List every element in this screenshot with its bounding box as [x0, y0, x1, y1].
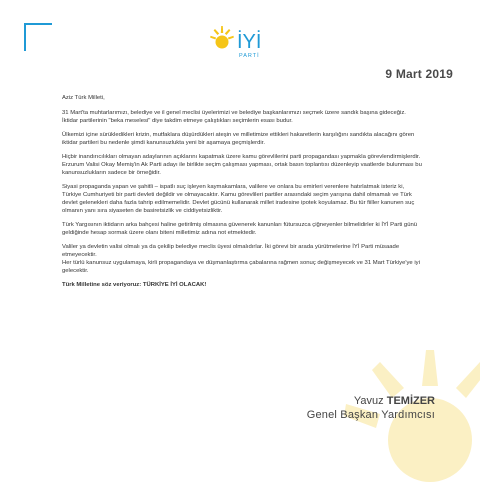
- letter-closing: Türk Milletine söz veriyoruz: TÜRKİYE İYİ OLACAK!: [62, 282, 207, 288]
- signatory-last-name: TEMİZER: [386, 395, 435, 407]
- letter-paragraph: Siyasi propaganda yapan ve şahitli – ispatlı suç işleyen kaymakamlara, valilere ve onlara bu emirleri verenlere hatırlatmak isteriz ki, Türkiye Cumhuriyeti bir parti devleti değildir ve olmayacaktır. Kamu görevlileri partiler arasındaki seçim yarışına dahil olmamalı ve Türk devlet gelenekleri daha fazla tahrip edilmemelidir. Devlet gücünü kullanarak millet iradesine ipotek koyulamaz. Bu tür fiiller kanunen suç olmanın yanı sıra siyaseten de basiretsizlik ve ciddiyetsizliktir.: [62, 184, 415, 214]
- letter-greeting: Aziz Türk Milleti,: [62, 95, 105, 101]
- letter-paragraph: Türk Yargısının iktidarın arka bahçesi haline getirilmiş olmasına güvenerek kanunları fütursuzca çiğneyenler bilmelidirler ki İYİ Parti günü geldiğinde hesap sormak üzere olanı biteni milletimiz adına not etmektedir.: [62, 222, 418, 236]
- letter-paragraph: 31 Mart'ta muhtarlarımızı, belediye ve il genel meclisi üyelerimizi ve belediye başkanlarımızı seçmek üzere sandık başına gideceğiz. İktidar partilerinin "beka meselesi" diye takdim etmeye çalıştıkları seçimlerin esası budur.: [62, 110, 406, 124]
- letter-paragraph: Ülkemizi içine sürükledikleri krizin, mutfaklara düşürdükleri ateşin ve milletimize ettikleri hakaretlerin karşılığını sandıkta alacağını gören iktidar partileri bu nedenle şimdi kanunsuzlukta yeni bir aşamaya geçmişlerdir.: [62, 132, 415, 146]
- corner-frame-top-left: [24, 23, 52, 51]
- letter-date: 9 Mart 2019: [385, 67, 453, 81]
- letter-paragraph: Valiler ya devletin valisi olmalı ya da çekilip belediye meclis üyesi olmalıdırlar. İki görevi bir arada yürütmelerine İYİ Parti müsaade etmeyecektir. Her türlü kanunsuz uygulamaya, kirli propagandaya ve düşmanlaştırma çabalarına rağmen sonuç değişmeyecek ve 31 Mart Türkiye'ye iyi gelecektir.: [62, 244, 420, 274]
- letter-paragraph: Hiçbir inandırıcılıkları olmayan adaylarının açıklarını kapatmak üzere kamu görevlilerini parti propagandası yapmakla görevlendirmişlerdir. Erzurum Valisi Okay Memiş'in Ak Parti adayı ile birlikte seçim çalışması yapması, ortak basın toplantısı düzenleyip vaatlerde bulunması bu kanunsuzlukların sadece bir örneğidir.: [62, 154, 422, 176]
- signatory-title: Genel Başkan Yardımcısı: [306, 409, 435, 421]
- letter-body: [62, 94, 422, 295]
- signatory-first-name: Yavuz: [353, 395, 384, 407]
- signatory-name: [307, 394, 435, 408]
- signature-block: [307, 394, 435, 422]
- party-logo: [208, 14, 272, 60]
- logo-name: İYİ: [237, 31, 262, 53]
- logo-subtitle: PARTİ: [239, 53, 260, 59]
- sun-icon: [210, 26, 234, 49]
